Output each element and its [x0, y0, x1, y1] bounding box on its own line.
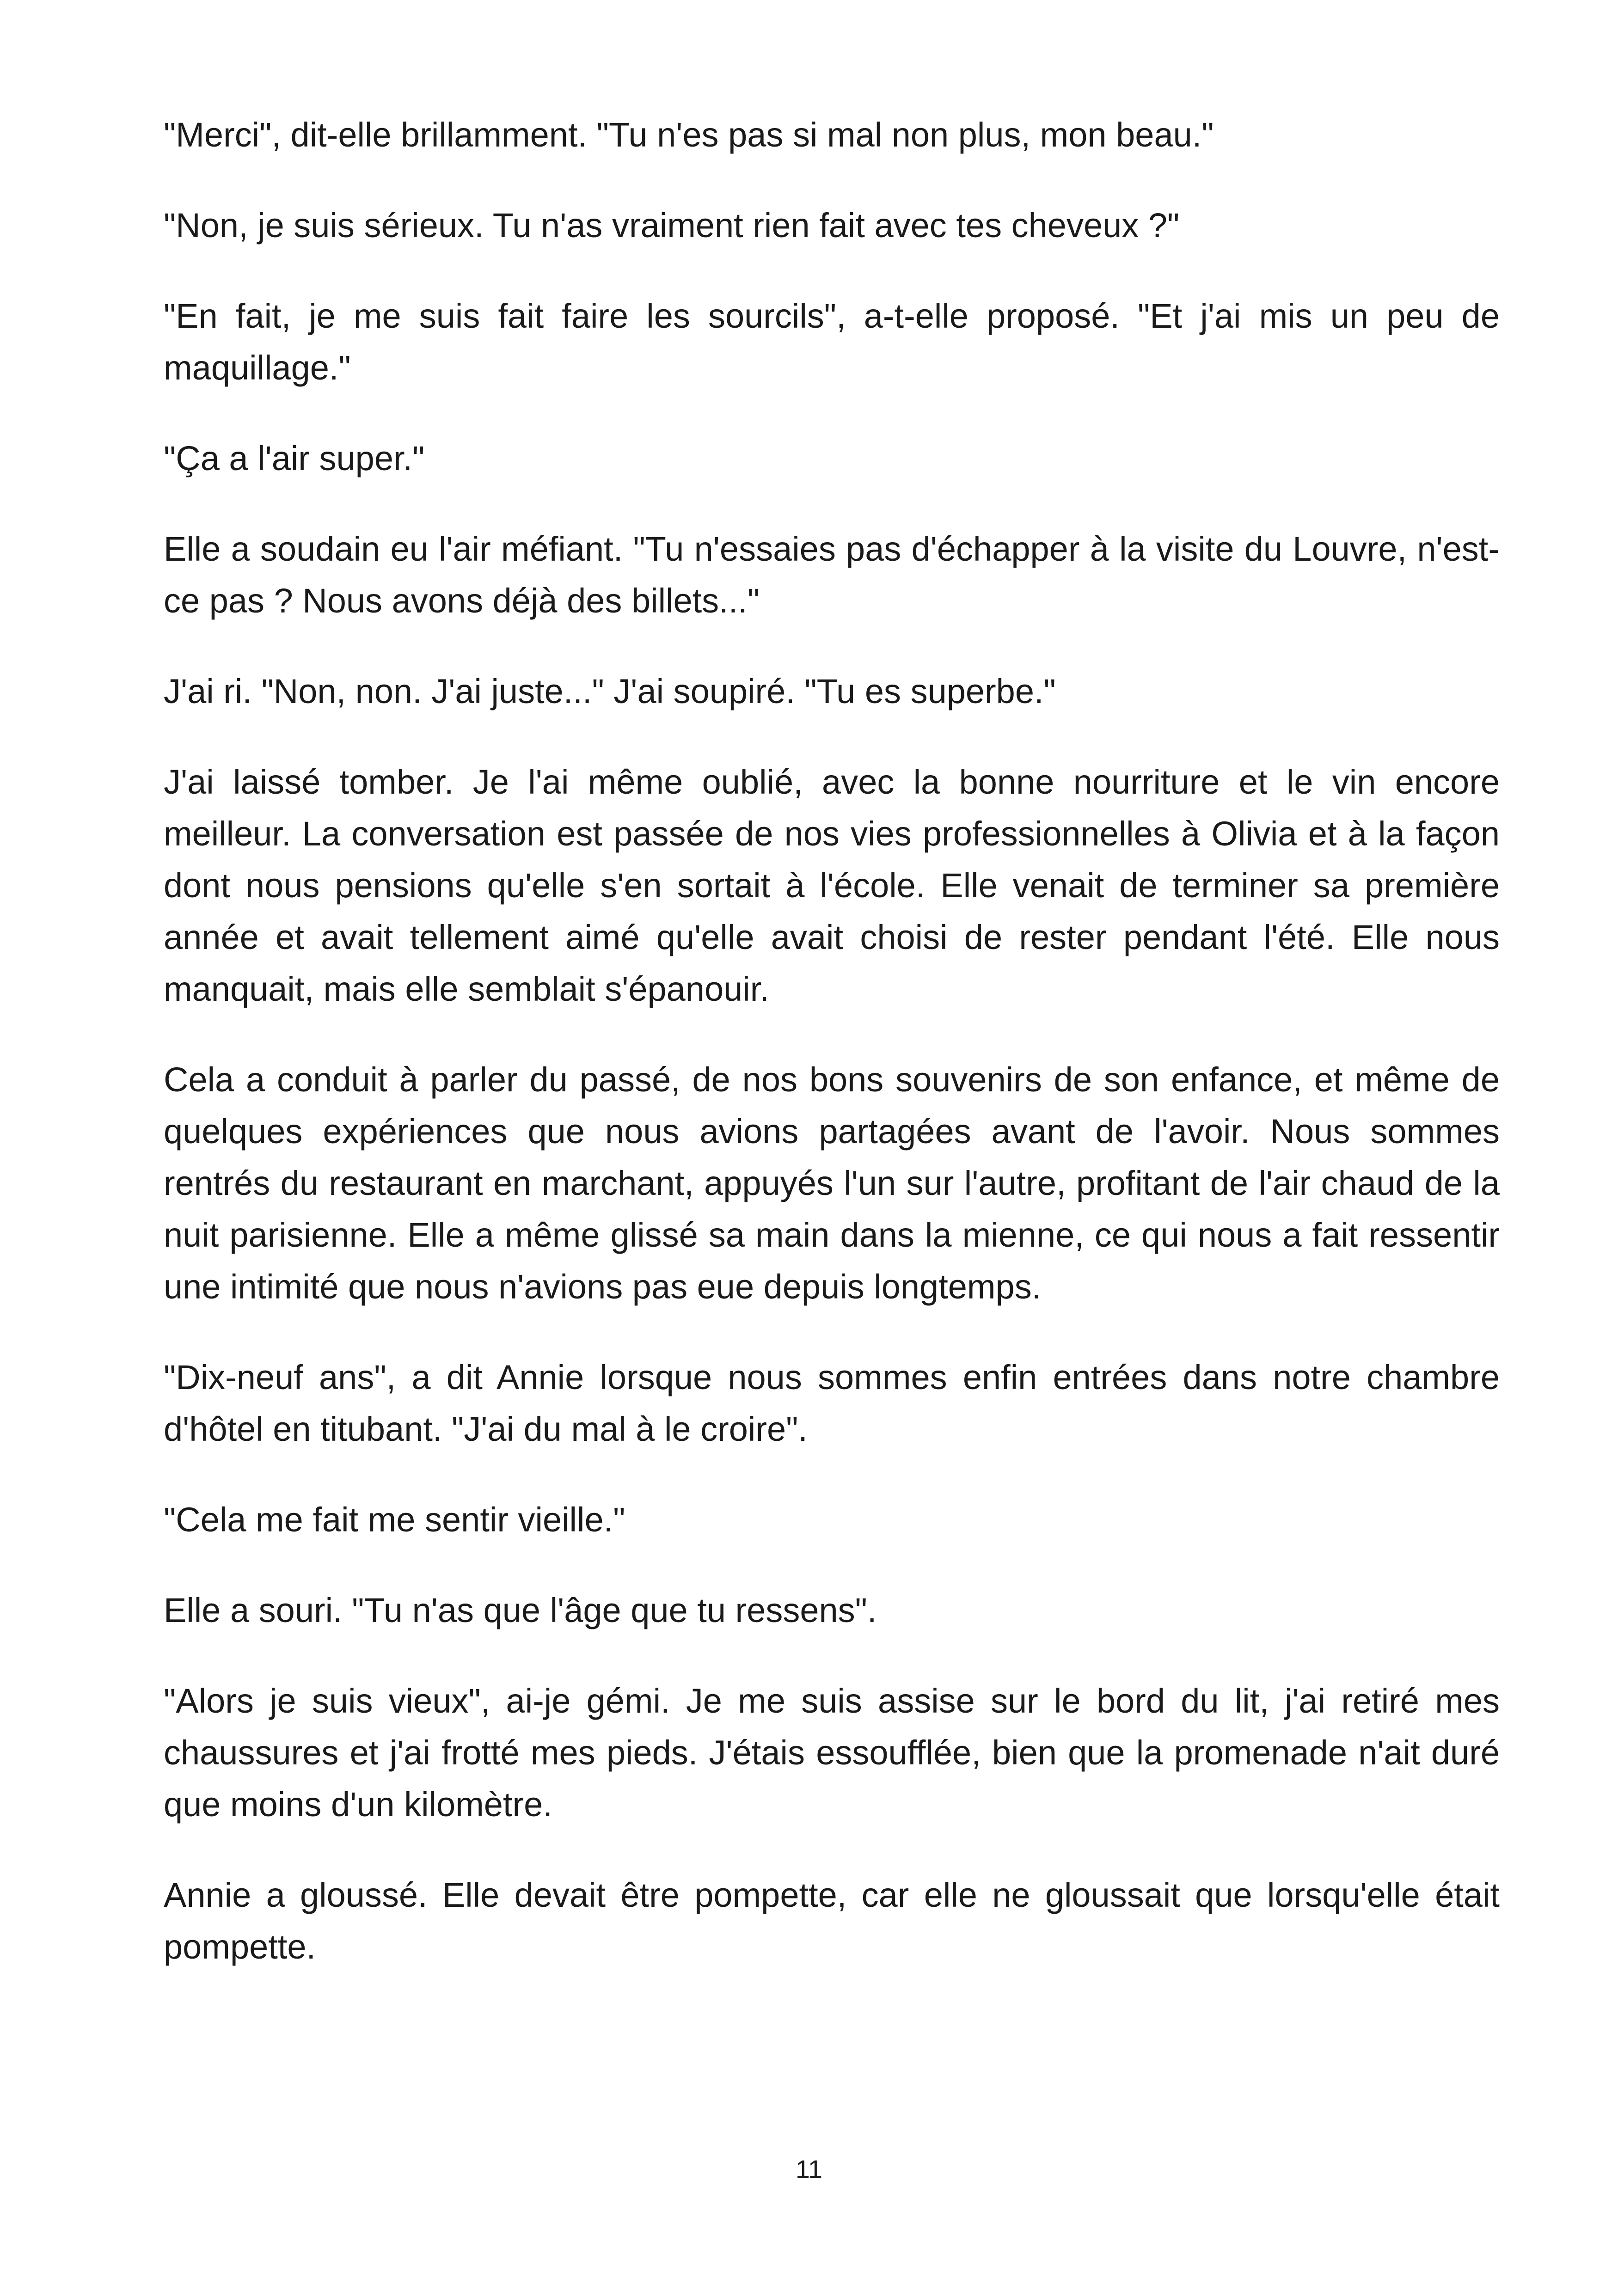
paragraph: "Dix-neuf ans", a dit Annie lorsque nous sommes enfin entrées dans notre chambre d'hôtel en titubant. "J'ai du mal à le croire". [164, 1358, 1500, 1448]
paragraph: "En fait, je me suis fait faire les sourcils", a-t-elle proposé. "Et j'ai mis un peu de maquillage." [164, 297, 1500, 387]
paragraph: J'ai ri. "Non, non. J'ai juste..." J'ai soupiré. "Tu es superbe." [164, 672, 1056, 710]
paragraph: Elle a souri. "Tu n'as que l'âge que tu ressens". [164, 1591, 877, 1629]
paragraph: Elle a soudain eu l'air méfiant. "Tu n'essaies pas d'échapper à la visite du Louvre, n'est-ce pas ? Nous avons déjà des billets..." [164, 530, 1500, 620]
paragraph: Cela a conduit à parler du passé, de nos bons souvenirs de son enfance, et même de quelques expériences que nous avions partagées avant de l'avoir. Nous sommes rentrés du restaurant en marchant, appuyés l'un sur l'autre, profitant de l'air chaud de la nuit parisienne. Elle a même glissé sa main dans la mienne, ce qui nous a fait ressentir une intimité que nous n'avions pas eue depuis longtemps. [164, 1060, 1500, 1306]
paragraph: "Cela me fait me sentir vieille." [164, 1500, 625, 1539]
page-number: 11 [795, 2155, 823, 2184]
paragraph: Annie a gloussé. Elle devait être pompette, car elle ne gloussait que lorsqu'elle était pompette. [164, 1876, 1500, 1966]
paragraph: "Ça a l'air super." [164, 439, 425, 478]
paragraph: J'ai laissé tomber. Je l'ai même oublié, avec la bonne nourriture et le vin encore meilleur. La conversation est passée de nos vies professionnelles à Olivia et à la façon dont nous pensions qu'elle s'en sortait à l'école. Elle venait de terminer sa première année et avait tellement aimé qu'elle avait choisi de rester pendant l'été. Elle nous manquait, mais elle semblait s'épanouir. [164, 763, 1500, 1008]
paragraph: "Alors je suis vieux", ai-je gémi. Je me suis assise sur le bord du lit, j'ai retiré mes chaussures et j'ai frotté mes pieds. J'étais essoufflée, bien que la promenade n'ait duré que moins d'un kilomètre. [164, 1682, 1500, 1824]
body-text [164, 109, 1500, 2012]
paragraph: "Merci", dit-elle brillamment. "Tu n'es pas si mal non plus, mon beau." [164, 116, 1214, 154]
paragraph: "Non, je suis sérieux. Tu n'as vraiment rien fait avec tes cheveux ?" [164, 206, 1180, 245]
